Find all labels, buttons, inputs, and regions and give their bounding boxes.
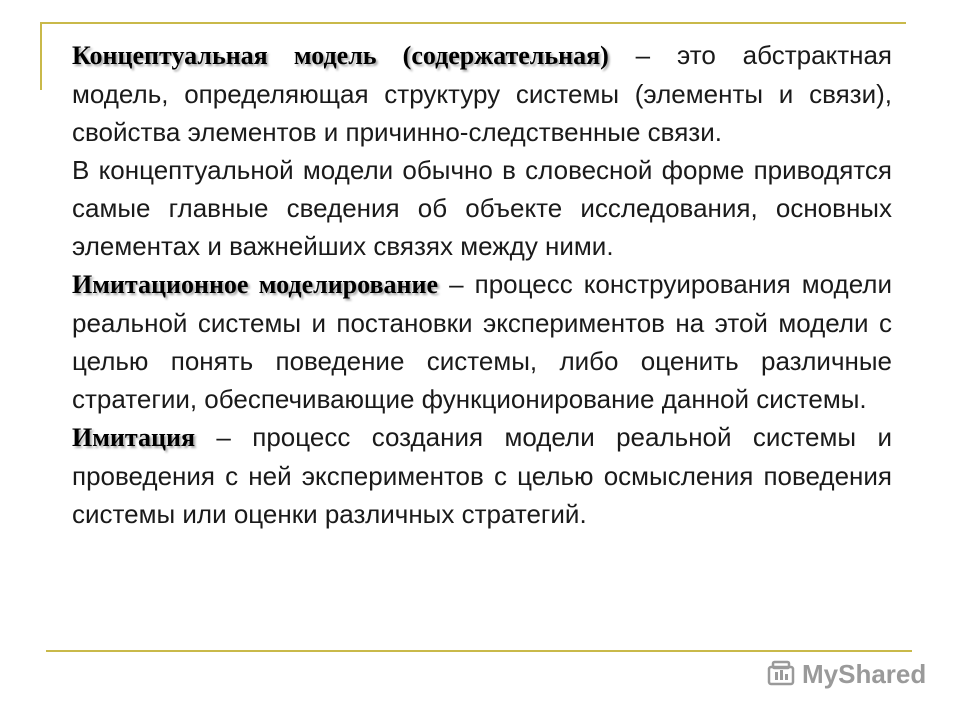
definition-simulation-modeling: – процесс конструирования модели реальной системы и постановки экспериментов на этой модели с целью понять поведение системы, либо оценить различные стратегии, обеспечивающие функционирование данной системы. — [72, 269, 892, 414]
watermark-text: MyShared — [802, 658, 927, 689]
conceptual-model-details-text: В концептуальной модели обычно в словесной форме приводятся самые главные сведения об объекте исследования, основных элементах и важнейших связях между ними. — [72, 155, 892, 261]
term-imitation: Имитация — [72, 423, 196, 452]
definition-imitation: – процесс создания модели реальной системы и проведения с ней экспериментов с целью осмысления поведения системы или оценки различных стратегий. — [72, 422, 892, 529]
term-conceptual-model: Концептуальная модель (содержательная) — [72, 41, 609, 70]
definition-conceptual-model: – это абстрактная модель, определяющая структуру системы (элементы и связи), свойства элементов и причинно-следственные связи. — [72, 40, 892, 147]
bottom-decorative-rule — [46, 650, 912, 652]
paragraph-simulation-modeling — [72, 265, 892, 418]
top-decorative-rule — [40, 22, 906, 24]
left-decorative-rule — [40, 22, 42, 90]
myshared-logo-icon — [766, 659, 796, 689]
slide-content — [72, 36, 892, 533]
paragraph-imitation — [72, 418, 892, 533]
term-simulation-modeling: Имитационное моделирование — [72, 270, 439, 299]
watermark-logo — [766, 656, 926, 692]
paragraph-conceptual-model — [72, 36, 892, 151]
paragraph-conceptual-model-details — [72, 151, 892, 265]
